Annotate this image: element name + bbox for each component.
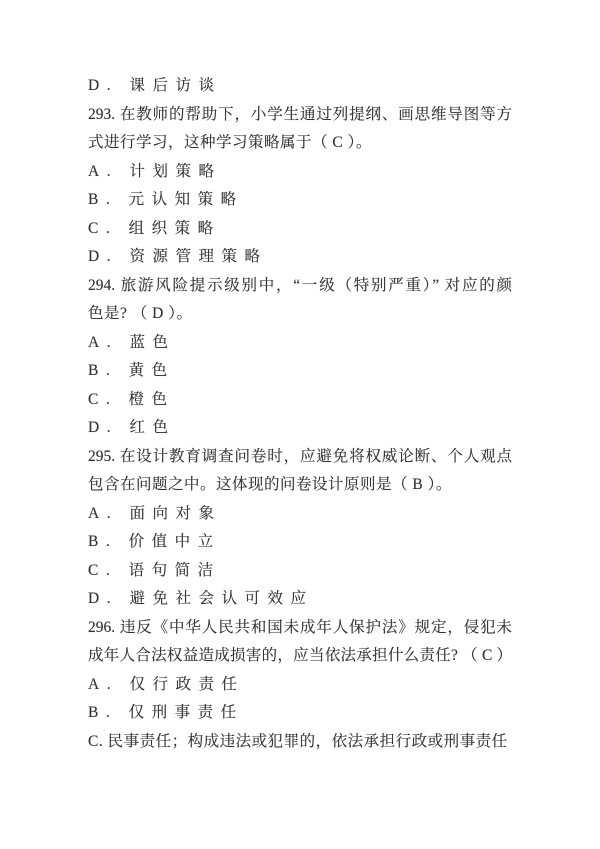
question-296-stem-line-2: 成年人合法权益造成损害的，应当依法承担什么责任? （ C ） — [88, 647, 512, 664]
question-293-option-d: D. 资源管理策略 — [88, 248, 268, 265]
prev-question-option-d: D. 课后访谈 — [88, 77, 222, 94]
text-column — [88, 72, 512, 756]
question-294-option-b: B. 黄色 — [88, 362, 175, 379]
question-293-option-a: A. 计划策略 — [88, 162, 222, 180]
question-295-option-b: B. 价值中立 — [88, 533, 221, 550]
question-296-option-b: B. 仅刑事责任 — [88, 704, 244, 721]
question-295-stem-line-1: 295. 在设计教育调查问卷时，应避免将权威论断、个人观点 — [88, 447, 512, 465]
question-293-stem-line-2: 式进行学习，这种学习策略属于（ C ）。 — [88, 134, 372, 151]
question-293-stem-line-1: 293. 在教师的帮助下，小学生通过列提纲、画思维导图等方 — [88, 105, 512, 123]
question-294-option-c: C. 橙色 — [88, 390, 175, 408]
question-293-option-c: C. 组织策略 — [88, 219, 221, 237]
question-295-stem-line-2: 包含在问题之中。这体现的问卷设计原则是（ B ）。 — [88, 476, 452, 493]
question-294-option-a: A. 蓝色 — [88, 333, 176, 351]
question-296-stem-line-1: 296. 违反《中华人民共和国未成年人保护法》规定，侵犯未 — [88, 618, 512, 636]
question-294-stem-line-1: 294. 旅游风险提示级别中，“一级（特别严重）” 对应的颜 — [88, 276, 512, 294]
question-294-option-d: D. 红色 — [88, 419, 176, 436]
question-295-option-a: A. 面向对象 — [88, 504, 222, 522]
question-294-stem-line-2: 色是? （ D ）。 — [88, 305, 193, 322]
question-296-option-a: A. 仅行政责任 — [88, 675, 245, 693]
question-295-option-c: C. 语句简洁 — [88, 561, 221, 579]
question-296-option-c: C. 民事责任；构成违法或犯罪的，依法承担行政或刑事责任 — [88, 732, 508, 750]
question-295-option-d: D. 避免社会认可效应 — [88, 590, 314, 607]
question-293-option-b: B. 元认知策略 — [88, 191, 244, 208]
